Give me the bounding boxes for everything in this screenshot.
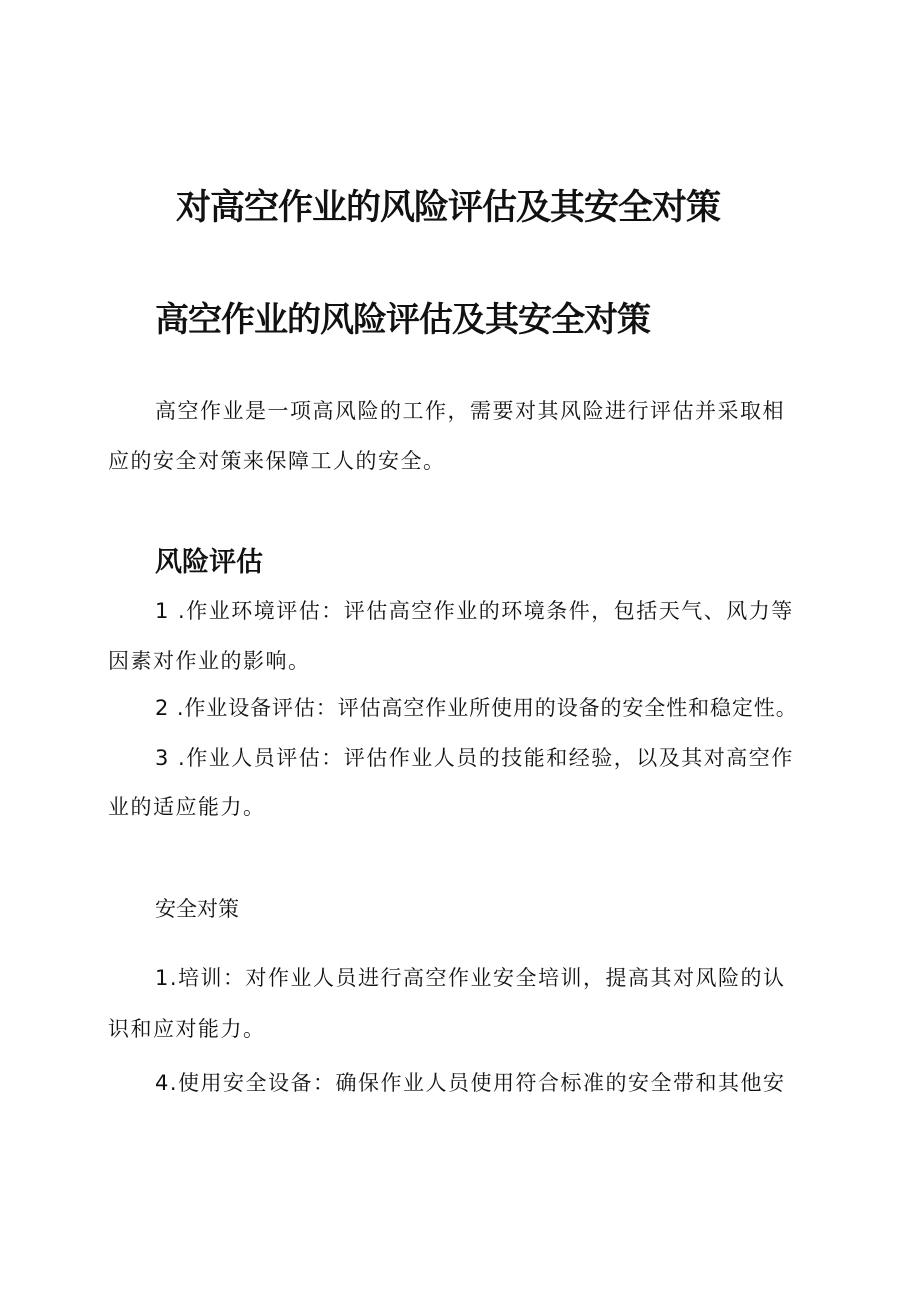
document-title: 对高空作业的风险评估及其安全对策 bbox=[176, 188, 721, 228]
intro-line-1: 高空作业是一项高风险的工作，需要对其风险进行评估并采取相 bbox=[155, 399, 785, 423]
safety-item-1-line-2: 识和应对能力。 bbox=[108, 1017, 266, 1041]
risk-item-3-line-1: 3 .作业人员评估：评估作业人员的技能和经验，以及其对高空作 bbox=[155, 746, 794, 770]
safety-item-4-line-1: 4.使用安全设备：确保作业人员使用符合标准的安全带和其他安 bbox=[155, 1071, 786, 1095]
document-subtitle: 高空作业的风险评估及其安全对策 bbox=[155, 300, 650, 340]
intro-line-2: 应的安全对策来保障工人的安全。 bbox=[108, 449, 446, 473]
risk-item-3-line-2: 业的适应能力。 bbox=[108, 795, 266, 819]
safety-section-heading: 安全对策 bbox=[155, 897, 239, 921]
risk-item-2-line-1: 2 .作业设备评估：评估高空作业所使用的设备的安全性和稳定性。 bbox=[155, 696, 798, 720]
safety-item-1-line-1: 1.培训：对作业人员进行高空作业安全培训，提高其对风险的认 bbox=[155, 966, 786, 990]
risk-item-1-line-1: 1 .作业环境评估：评估高空作业的环境条件，包括天气、风力等 bbox=[155, 599, 794, 623]
risk-item-1-line-2: 因素对作业的影响。 bbox=[108, 649, 311, 673]
risk-section-heading: 风险评估 bbox=[155, 547, 263, 578]
